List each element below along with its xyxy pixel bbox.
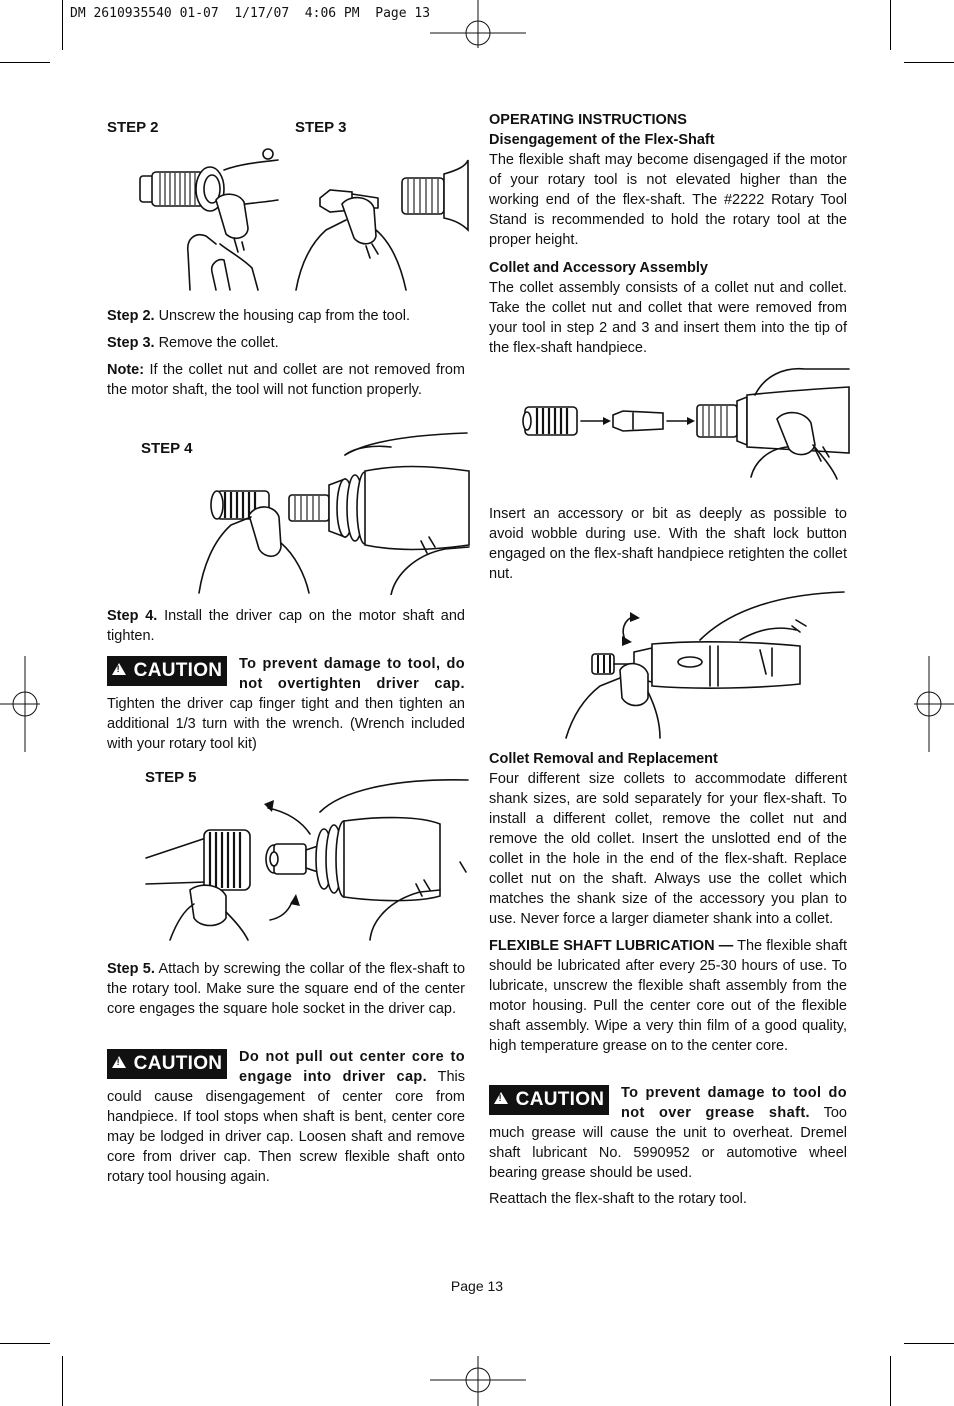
step3-illustration: [290, 150, 470, 292]
crop-mark: [62, 1356, 63, 1406]
crop-mark: [904, 62, 954, 63]
registration-mark: [430, 1356, 526, 1406]
crop-mark: [890, 1356, 891, 1406]
crop-mark: [890, 0, 891, 50]
caution-1: [107, 654, 465, 754]
operating-title: OPERATING INSTRUCTIONS: [489, 112, 687, 128]
caution-badge: !CAUTION: [107, 1049, 227, 1079]
collet-assembly-text: The collet assembly consists of a collet nut and collet. Take the collet nut and collet that were removed from your tool in step 2 and 3 and insert them into the tip of the flex-shaft handpiece.: [489, 280, 847, 356]
caution-3: [489, 1083, 847, 1183]
lubrication-text: The flexible shaft should be lubricated after every 25-30 hours of use. To lubricate, unscrew the flexible shaft assembly from the motor housing. Pull the center core out of the flexible shaft assembly. Wipe a very thin film of a good quality, high temperature grease on to the center core.: [489, 938, 847, 1054]
crop-mark: [0, 1343, 50, 1344]
crop-mark: [62, 0, 63, 50]
caution-2: [107, 1047, 465, 1187]
step5-label: Step 5.: [107, 961, 155, 977]
right-column-top: [489, 110, 847, 358]
collet-removal-text: Four different size collets to accommodate different shank sizes, are sold separately for your flex-shaft. To install a different collet, remove the collet nut and remove the old collet. Insert the unslotted end of the collet in the hole in the end of the flex-shaft. Replace collet nut on the shaft. Always use the collet which matches the shank size of the accessory you plan to use. Never force a larger diameter shank into a collet.: [489, 771, 847, 927]
collet-assembly-title: Collet and Accessory Assembly: [489, 260, 708, 276]
step4-header: STEP 4: [141, 440, 193, 457]
step5-illustration: [140, 772, 470, 942]
warning-icon: [112, 1056, 126, 1068]
collet-assembly-illustration: [515, 365, 850, 480]
retighten-illustration: [560, 590, 850, 740]
step4-illustration: [195, 425, 470, 595]
step2-text: Unscrew the housing cap from the tool.: [158, 308, 411, 324]
caution3-warning: To prevent damage to tool do not over grease shaft.: [621, 1085, 847, 1121]
registration-mark: [430, 0, 526, 48]
registration-mark: [0, 656, 40, 752]
step4-text: [107, 606, 465, 646]
caution3-text: Too much grease will cause the unit to overheat. Dremel shaft lubricant No. 5990952 or automotive wheel bearing grease should be used.: [489, 1105, 847, 1181]
registration-mark: [914, 656, 954, 752]
page-number: Page 13: [450, 1278, 504, 1294]
caution-badge: !CAUTION: [107, 656, 227, 686]
reattach-text: Reattach the flex-shaft to the rotary tool.: [489, 1191, 747, 1207]
print-slug: DM 2610935540 01-07 1/17/07 4:06 PM Page 13: [70, 6, 431, 21]
caution2-text: This could cause disengagement of center core from handpiece. If tool stops when shaft is bent, center core may be lodged in driver cap. Loosen shaft and remove core from driver cap. Then screw flexible shaft onto rotary tool housing again.: [107, 1069, 465, 1185]
caution2-warning: Do not pull out center core to engage into driver cap.: [239, 1049, 465, 1085]
step5-header: STEP 5: [145, 769, 197, 786]
disengagement-text: The flexible shaft may become disengaged if the motor of your rotary tool is not elevated higher than the working end of the flex-shaft. The #2222 Rotary Tool Stand is recommended to hold the rotary tool at the proper height.: [489, 152, 847, 248]
warning-icon: [494, 1092, 508, 1104]
lubrication-label: FLEXIBLE SHAFT LUBRICATION —: [489, 938, 734, 954]
step3-label: Step 3.: [107, 335, 155, 351]
step3-header: STEP 3: [295, 119, 347, 136]
step4-text-body: Install the driver cap on the motor shaft and tighten.: [107, 608, 465, 644]
lubrication-paragraph: [489, 936, 847, 1056]
step2-label: Step 2.: [107, 308, 155, 324]
warning-icon: [112, 663, 126, 675]
caution1-warning: To prevent damage to tool, do not overtighten driver cap.: [239, 656, 465, 692]
step5-text: [107, 959, 465, 1019]
step3-text: Remove the collet.: [158, 335, 279, 351]
note-text: If the collet nut and collet are not removed from the motor shaft, the tool will not function properly.: [107, 362, 465, 398]
step2-illustration: [130, 140, 280, 292]
step2-header: STEP 2: [107, 119, 159, 136]
caution1-text: Tighten the driver cap finger tight and then tighten an additional 1/3 turn with the wrench. (Wrench included with your rotary tool kit): [107, 696, 465, 752]
collet-removal-section: [489, 749, 847, 1056]
caution-badge: !CAUTION: [489, 1085, 609, 1115]
crop-mark: [904, 1343, 954, 1344]
disengagement-title: Disengagement of the Flex-Shaft: [489, 132, 715, 148]
collet-removal-title: Collet Removal and Replacement: [489, 751, 718, 767]
step5-text-body: Attach by screwing the collar of the flex-shaft to the rotary tool. Make sure the square end of the center core engages the square hole socket in the driver cap.: [107, 961, 466, 1017]
note-label: Note:: [107, 362, 145, 378]
step4-label: Step 4.: [107, 608, 158, 624]
step2-3-text: [107, 306, 465, 400]
insert-accessory-text: Insert an accessory or bit as deeply as possible to avoid wobble during use. With the shaft lock button engaged on the flex-shaft handpiece retighten the collet nut.: [489, 506, 847, 582]
crop-mark: [0, 62, 50, 63]
